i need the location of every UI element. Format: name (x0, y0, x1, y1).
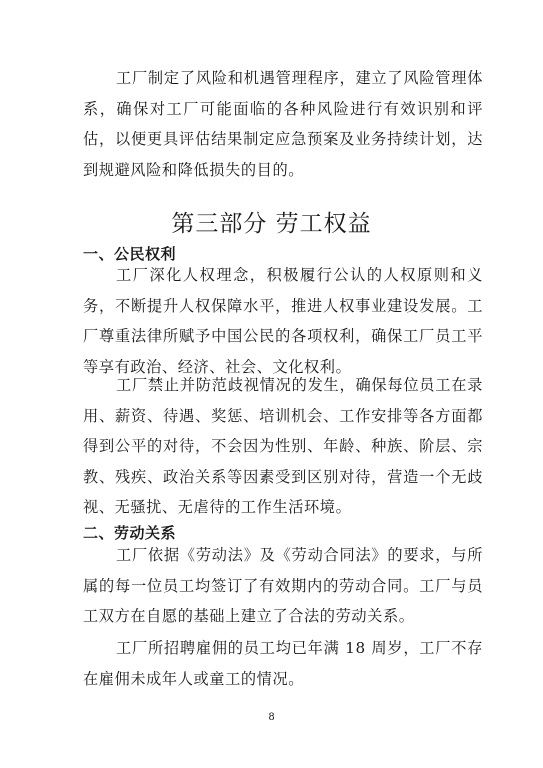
intro-paragraph: 工厂制定了风险和机遇管理程序，建立了风险管理体系，确保对工厂可能面临的各种风险进行有效识别和评估，以便更具评估结果制定应急预案及业务持续计划，达到规避风险和降低损失的目的。 (83, 69, 483, 179)
civil-rights-paragraph-1: 工厂深化人权理念，积极履行公认的人权原则和义务，不断提升人权保障水平，推进人权事业建设发展。工厂尊重法律所赋予中国公民的各项权利，确保工厂员工平等享有政治、经济、社会、文化权利。 (83, 266, 483, 376)
section-title: 第三部分 劳工权益 (171, 211, 372, 237)
labor-relations-paragraph-2: 工厂所招聘雇佣的员工均已年满 18 周岁，工厂不存在雇佣未成年人或童工的情况。 (83, 639, 483, 688)
subsection-heading-labor-relations: 二、劳动关系 (83, 524, 177, 542)
labor-relations-paragraph-1: 工厂依据《劳动法》及《劳动合同法》的要求，与所属的每一位员工均签订了有效期内的劳动合同。工厂与员工双方在自愿的基础上建立了合法的劳动关系。 (83, 546, 483, 625)
subsection-heading-civil-rights: 一、公民权利 (83, 245, 177, 263)
page-number: 8 (268, 712, 275, 723)
civil-rights-paragraph-2: 工厂禁止并防范歧视情况的发生，确保每位员工在录用、薪资、待遇、奖惩、培训机会、工作安排等各方面都得到公平的对待，不会因为性别、年龄、种族、阶层、宗教、残疾、政治关系等因素受到区别对待，营造一个无歧视、无骚扰、无虐待的工作生活环境。 (83, 376, 483, 516)
